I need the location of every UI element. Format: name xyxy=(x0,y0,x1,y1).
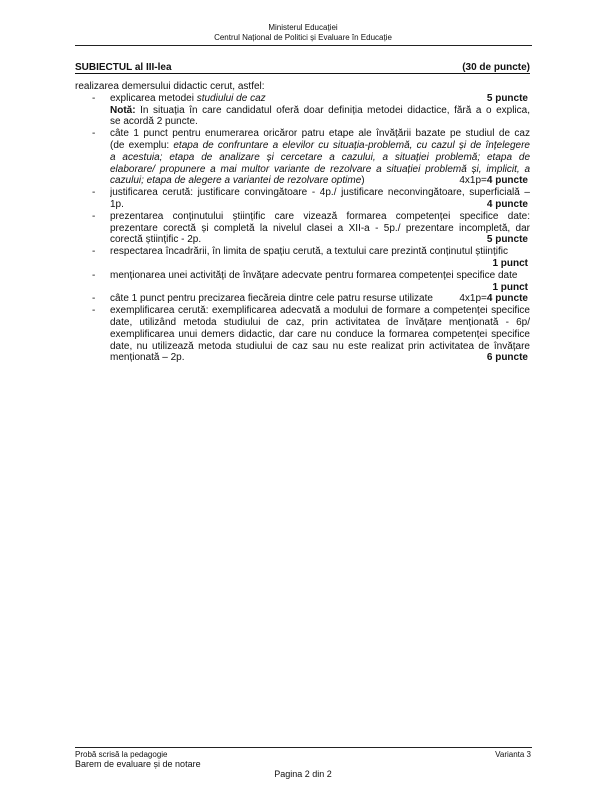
text-segment: În situația în care candidatul oferă doar definiția metodei didactice, fără a o explica, xyxy=(135,104,530,116)
text-segment: (de exemplu: xyxy=(110,139,174,151)
criteria-line xyxy=(75,199,530,211)
text-segment: realizarea demersului didactic cerut, astfel: xyxy=(75,81,265,92)
text-segment: câte 1 punct pentru enumerarea oricăror patru etape ale învățării bazate pe studiul de caz xyxy=(110,128,530,140)
criteria-text xyxy=(110,128,530,140)
points-label xyxy=(483,352,528,364)
criteria-text xyxy=(110,93,530,105)
text-segment: exemplificarea cerută: exemplificarea adecvată a modului de formare a competenței specifice xyxy=(110,305,530,317)
points-segment: 4 puncte xyxy=(486,293,528,305)
criteria-text xyxy=(110,211,530,223)
grading-criteria xyxy=(75,81,530,364)
header-ministry: Ministerul Educației xyxy=(268,23,338,32)
text-segment: date, nu utilizează metoda studiului de caz sau nu este realizat prin activitatea de învățare xyxy=(110,340,530,352)
text-segment: respectarea încadrării, în limita de spațiu cerută, a textului care prezintă conținutul științific xyxy=(110,246,508,258)
criteria-text xyxy=(110,258,530,270)
criteria-line xyxy=(75,258,530,270)
criteria-text xyxy=(110,234,530,246)
points-label xyxy=(483,234,528,246)
criteria-text xyxy=(110,352,530,364)
bullet-dash: - xyxy=(92,187,96,199)
text-segment: cazului; etapa de alegere a variantei de rezolvare optime xyxy=(110,175,362,187)
points-segment: 5 puncte xyxy=(486,92,528,104)
criteria-line xyxy=(75,211,530,223)
criteria-text xyxy=(110,246,530,258)
points-label xyxy=(455,175,528,187)
criteria-text xyxy=(110,341,530,353)
criteria-line xyxy=(75,305,530,317)
criteria-line xyxy=(75,164,530,176)
criteria-text xyxy=(110,223,530,235)
criteria-line xyxy=(75,187,530,199)
criteria-line xyxy=(75,317,530,329)
criteria-text xyxy=(110,317,530,329)
text-segment: ) xyxy=(361,175,365,187)
criteria-line xyxy=(75,282,530,294)
criteria-line xyxy=(75,140,530,152)
criteria-line xyxy=(75,293,530,305)
text-segment: explicarea metodei xyxy=(110,92,197,104)
criteria-line xyxy=(75,128,530,140)
criteria-text xyxy=(110,164,530,176)
bullet-dash: - xyxy=(92,269,96,281)
text-segment: 1p. xyxy=(110,198,124,210)
criteria-text xyxy=(75,81,530,93)
text-segment: date, utilizând metoda studiului de caz, prin activitatea de învățare menționată - 6p/ xyxy=(110,316,530,328)
points-label xyxy=(488,258,528,270)
bullet-dash: - xyxy=(92,92,96,104)
bullet-dash: - xyxy=(92,210,96,222)
criteria-line xyxy=(75,234,530,246)
text-segment: a acestuia; etapa de analizare și cercetare a cazului, a situației problemă; etapa de xyxy=(110,151,530,163)
text-segment: câte 1 punct pentru precizarea fiecăreia dintre cele patru resurse utilizate xyxy=(110,293,433,305)
bullet-dash: - xyxy=(92,305,96,317)
criteria-line xyxy=(75,175,530,187)
bullet-dash: - xyxy=(92,246,96,258)
text-segment: menționarea unei activități de învățare adecvate pentru formarea competenței specifice date xyxy=(110,269,518,281)
criteria-line xyxy=(75,93,530,105)
points-segment: 4x1p= xyxy=(459,293,487,305)
footer-variant: Varianta 3 xyxy=(495,750,531,759)
criteria-line xyxy=(75,270,530,282)
text-segment: elaborare/ propunere a mai multor variante de rezolvare a situației problemă și, implicit, a xyxy=(110,163,530,175)
criteria-text xyxy=(110,199,530,211)
text-segment: etapa de confruntare a elevilor cu situația-problemă, cu cazul și de înțelegere xyxy=(173,139,530,151)
header-center: Centrul Național de Politici și Evaluare în Educație xyxy=(214,33,392,42)
points-segment: 1 punct xyxy=(492,257,528,269)
criteria-line xyxy=(75,352,530,364)
criteria-line xyxy=(75,341,530,353)
criteria-text xyxy=(110,282,530,294)
criteria-text xyxy=(110,329,530,341)
footer-doc: Barem de evaluare și de notare xyxy=(75,759,201,769)
text-segment: corectă științific - 2p. xyxy=(110,234,202,246)
points-segment: 4 puncte xyxy=(486,198,528,210)
criteria-line xyxy=(75,116,530,128)
text-segment: exemplificarea unui demers didactic, dar care nu conduce la formarea competenței specifice xyxy=(110,328,530,340)
criteria-text xyxy=(110,270,530,282)
criteria-text xyxy=(110,116,530,128)
criteria-text xyxy=(110,140,530,152)
text-segment: Notă: xyxy=(110,104,136,116)
criteria-line xyxy=(75,81,530,93)
text-segment: prezentare corectă și completă la nivelul clasei a XII-a - 5p./ prezentare incompletă, dar xyxy=(110,222,530,234)
bullet-dash: - xyxy=(92,293,96,305)
criteria-line xyxy=(75,152,530,164)
points-label xyxy=(455,293,528,305)
criteria-line xyxy=(75,105,530,117)
page-number: Pagina 2 din 2 xyxy=(274,769,332,779)
bullet-dash: - xyxy=(92,128,96,140)
header-rule xyxy=(75,45,532,46)
criteria-text xyxy=(110,305,530,317)
points-segment: 4x1p= xyxy=(459,175,487,187)
section-points: (30 de puncte) xyxy=(462,62,530,73)
points-label xyxy=(488,282,528,294)
criteria-line xyxy=(75,246,530,258)
criteria-text xyxy=(110,152,530,164)
points-segment: 5 puncte xyxy=(486,234,528,246)
text-segment: menționată – 2p. xyxy=(110,352,185,364)
points-segment: 4 puncte xyxy=(486,175,528,187)
points-segment: 6 puncte xyxy=(486,352,528,364)
text-segment: se acordă 2 puncte. xyxy=(110,116,198,128)
text-segment: studiului de caz xyxy=(196,92,266,104)
text-segment: prezentarea conținutului științific care vizează formarea competenței specifice date: xyxy=(110,210,530,222)
section-title: SUBIECTUL al III-lea xyxy=(75,62,172,73)
text-segment: justificarea cerută: justificare convingătoare - 4p./ justificare neconvingătoare, superficială – xyxy=(110,187,530,199)
criteria-text xyxy=(110,105,530,117)
criteria-line xyxy=(75,329,530,341)
section-heading xyxy=(75,62,530,74)
criteria-line xyxy=(75,223,530,235)
points-segment: 1 punct xyxy=(492,281,528,293)
footer-subject: Probă scrisă la pedagogie xyxy=(75,750,168,759)
points-label xyxy=(483,93,528,105)
points-label xyxy=(483,199,528,211)
footer-rule xyxy=(75,747,532,748)
criteria-text xyxy=(110,187,530,199)
